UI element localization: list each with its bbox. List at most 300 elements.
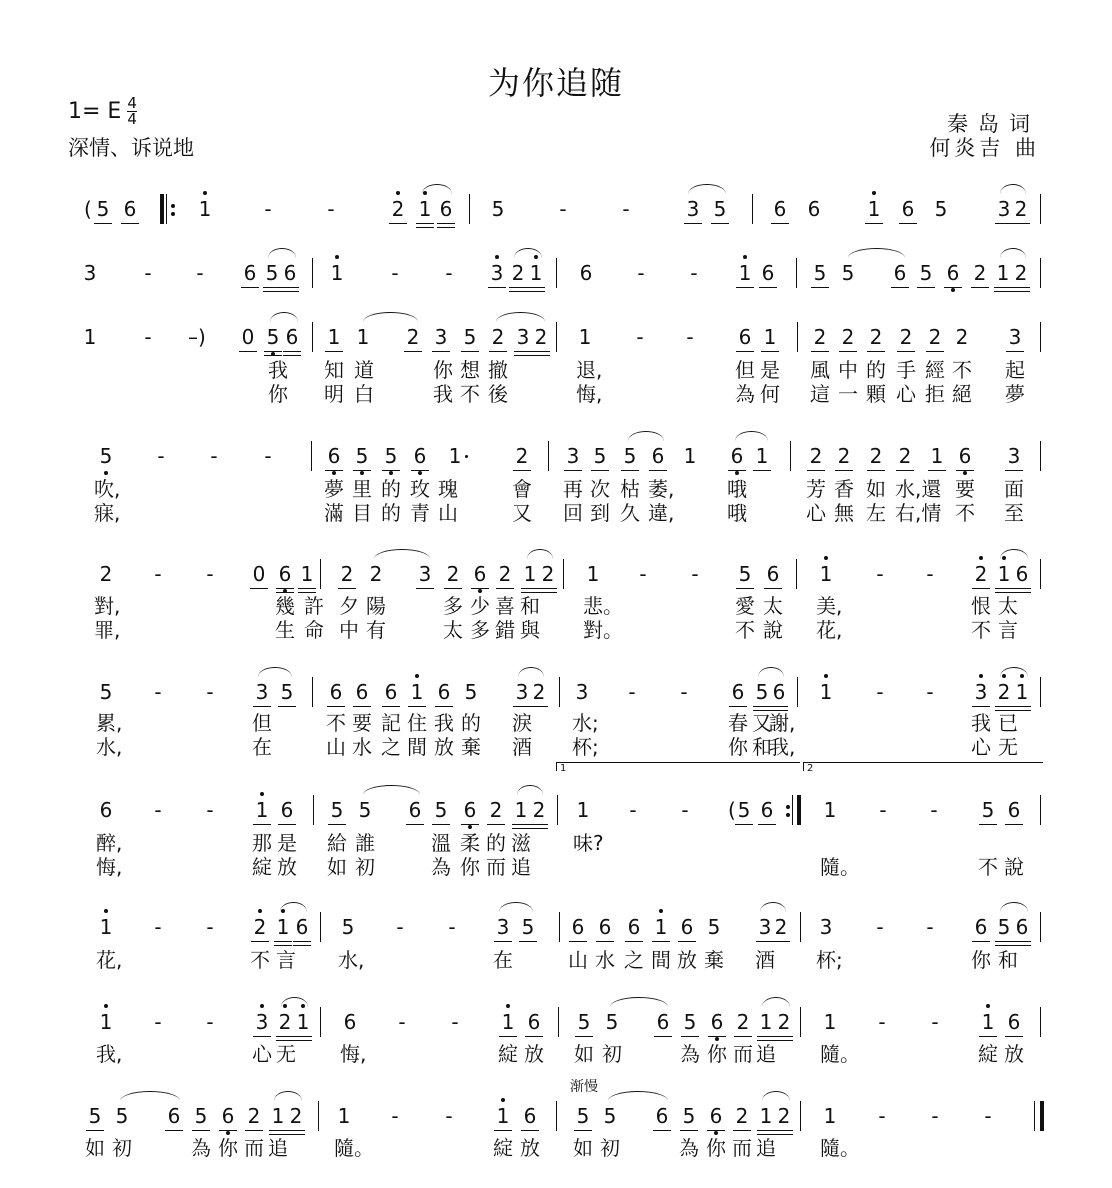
barline [1040, 559, 1041, 589]
tie-arc [422, 184, 452, 194]
underline-eighth [972, 706, 990, 707]
lyric-syllable: 顆 [866, 382, 886, 406]
note-digit: 1 [763, 325, 777, 349]
note-digit: 1 [930, 444, 944, 468]
tie-arc [1000, 667, 1028, 677]
barline [559, 912, 560, 942]
lyric-syllable: 溫 [431, 831, 451, 855]
lyric-syllable: 吹, [94, 477, 121, 501]
note-digit: 6 [946, 261, 960, 285]
note-digit: 6 [655, 1104, 669, 1128]
lyric-syllable: 罪, [94, 618, 121, 642]
note-digit: 5 [330, 798, 344, 822]
note-digit: 6 [761, 261, 775, 285]
underline-sixteenth [995, 945, 1013, 946]
lyric-syllable: 愛 [735, 594, 755, 618]
lyric-syllable: 之 [624, 948, 644, 972]
note-digit: 2 [837, 444, 851, 468]
underline-sixteenth [276, 592, 294, 593]
note-digit: 1 [755, 444, 769, 468]
tie-arc [374, 549, 430, 559]
lyric-syllable: 放 [677, 948, 697, 972]
lyric-syllable: 道 [354, 358, 374, 382]
barline [1040, 441, 1041, 471]
note-digit: - [391, 1104, 399, 1128]
tie-arc [120, 1091, 180, 1101]
note-digit: 1 [981, 1010, 995, 1034]
high-octave-dot [104, 909, 108, 913]
underline-eighth [956, 470, 974, 471]
lyric-syllable: 無 [834, 501, 854, 525]
key-text: 1= E [68, 99, 122, 124]
music-line [0, 261, 1112, 285]
note-digit: - [398, 1010, 406, 1034]
underline-eighth [338, 588, 356, 589]
underline-eighth [928, 470, 946, 471]
underline-eighth [897, 351, 915, 352]
underline-sixteenth [994, 291, 1012, 292]
note-digit: 6 [413, 444, 427, 468]
low-octave-dot [478, 589, 482, 593]
note-digit: - [391, 261, 399, 285]
underline-eighth [471, 588, 489, 589]
note-digit: 5 [755, 680, 769, 704]
music-symbol: –) [188, 325, 206, 349]
underline-sixteenth [539, 592, 557, 593]
high-octave-dot [506, 1004, 510, 1008]
underline-eighth [761, 351, 779, 352]
note-digit: 3 [1008, 325, 1022, 349]
underline-eighth [461, 351, 479, 352]
lyric-syllable: 放 [524, 1042, 544, 1066]
note-digit: 5 [603, 1104, 617, 1128]
note-digit: 1 [255, 798, 269, 822]
barline [797, 322, 798, 352]
note-digit: - [264, 197, 272, 221]
note-digit: 5 [355, 444, 369, 468]
note-digit: 5 [683, 1010, 697, 1034]
note-digit: - [984, 1104, 992, 1128]
note-digit: 6 [1007, 798, 1021, 822]
barline [796, 559, 797, 589]
underline-eighth [653, 1130, 671, 1131]
repeat-dot [786, 813, 790, 817]
note-digit: 2 [869, 325, 883, 349]
underline-eighth [971, 287, 989, 288]
music-line [0, 325, 1112, 349]
lyric-syllable: 之 [381, 735, 401, 759]
note-digit: 2 [340, 562, 354, 586]
lyric-syllable: 枯 [620, 477, 640, 501]
lyric-syllable: 拒 [925, 382, 945, 406]
note-digit: - [931, 1104, 939, 1128]
note-digit: - [206, 798, 214, 822]
note-digit: 1 [300, 562, 314, 586]
lyric-syllable: 綻 [498, 1042, 518, 1066]
note-digit: - [926, 562, 934, 586]
lyric-syllable: 隨。 [820, 1136, 860, 1160]
lyric-syllable: 而 [244, 1136, 264, 1160]
underline-eighth [1012, 287, 1030, 288]
lyric-syllable: 滿 [324, 501, 344, 525]
note-digit: 2 [532, 798, 546, 822]
note-digit: 0 [241, 325, 255, 349]
lyric-syllable: 初 [355, 855, 375, 879]
tie-arc [363, 312, 418, 322]
high-octave-dot [415, 674, 419, 678]
tie-arc [848, 248, 905, 258]
lyric-syllable: 我 [433, 382, 453, 406]
lyric-syllable: 住 [407, 711, 427, 735]
note-digit: 6 [343, 1010, 357, 1034]
tie-arc [758, 667, 784, 677]
lyric-syllable: 明 [324, 382, 344, 406]
underline-eighth [995, 941, 1013, 942]
note-digit: 3 [758, 915, 772, 939]
underline-eighth [408, 706, 426, 707]
underline-eighth [917, 287, 935, 288]
underline-eighth [94, 223, 112, 224]
underline-eighth [1005, 470, 1023, 471]
barline [548, 441, 549, 471]
note-digit: 1 [448, 444, 462, 468]
note-digit: - [691, 562, 699, 586]
high-octave-dot [501, 1098, 505, 1102]
lyric-line [0, 1136, 1112, 1160]
note-digit: 2 [869, 444, 883, 468]
note-digit: - [628, 680, 636, 704]
note-digit: - [196, 261, 204, 285]
lyric-syllable: 滋 [511, 831, 531, 855]
lyric-syllable: 陽 [366, 594, 386, 618]
note-digit: 6 [327, 444, 341, 468]
note-digit: 6 [893, 261, 907, 285]
note-digit: 6 [651, 444, 665, 468]
barline [320, 559, 321, 589]
lyric-syllable: 花, [816, 618, 843, 642]
lyric-syllable: 間 [651, 948, 671, 972]
low-octave-dot [389, 471, 393, 475]
note-digit: 2 [997, 680, 1011, 704]
note-digit: - [926, 915, 934, 939]
note-digit: - [264, 444, 272, 468]
underline-eighth [1013, 588, 1031, 589]
lyric-line [0, 594, 1112, 642]
lyric-syllable: 又 [752, 711, 772, 735]
lyric-syllable: 和 [998, 948, 1018, 972]
note-digit: 5 [738, 562, 752, 586]
lyric-syllable: 的 [381, 477, 401, 501]
note-digit: 1 [759, 1010, 773, 1034]
underline-eighth [1005, 1036, 1023, 1037]
lyric-syllable: 不 [955, 501, 975, 525]
augmentation-dot [465, 455, 468, 458]
underline-eighth [591, 470, 609, 471]
lyric-syllable: 不 [971, 618, 991, 642]
underline-eighth [245, 1130, 263, 1131]
lyric-syllable: 謝, [769, 711, 796, 735]
note-digit: 5 [576, 1104, 590, 1128]
note-digit: 5 [593, 444, 607, 468]
underline-eighth [283, 351, 301, 352]
note-digit: 3 [83, 261, 97, 285]
note-digit: - [154, 915, 162, 939]
underline-sixteenth [293, 945, 311, 946]
music-symbol: ( [84, 197, 92, 221]
lyric-syllable: 杯; [572, 735, 599, 759]
note-digit: 1 [996, 261, 1010, 285]
tie-arc [610, 997, 668, 1007]
tie-arc [274, 1091, 302, 1101]
underline-sixteenth [512, 828, 530, 829]
time-bottom: 4 [127, 110, 137, 128]
high-octave-dot [824, 556, 828, 560]
lyric-syllable: 悔, [576, 382, 603, 406]
barline [556, 258, 557, 288]
lyric-syllable: 不 [952, 358, 972, 382]
underline-eighth [416, 223, 434, 224]
lyric-syllable: 无 [276, 1042, 296, 1066]
barline [312, 322, 313, 352]
lyric-syllable: 會 [512, 477, 532, 501]
lyric-syllable: 我 [434, 711, 454, 735]
lyric-syllable: 棄 [704, 948, 724, 972]
underline-eighth [596, 941, 614, 942]
lyric-syllable: 何 [760, 382, 780, 406]
note-digit: 5 [737, 798, 751, 822]
underline-eighth [995, 223, 1013, 224]
note-digit: 1 [410, 680, 424, 704]
lyric-syllable: 違, [648, 501, 675, 525]
lyric-syllable: 悔, [96, 855, 123, 879]
note-digit: - [878, 1010, 886, 1034]
underline-eighth [759, 287, 777, 288]
tie-arc [527, 549, 553, 559]
note-digit: 6 [760, 798, 774, 822]
underline-eighth [736, 351, 754, 352]
underline-eighth [521, 1130, 539, 1131]
underline-eighth [276, 588, 294, 589]
note-digit: 5 [341, 915, 355, 939]
lyric-syllable: 知 [324, 358, 344, 382]
note-digit: - [681, 798, 689, 822]
lyric-syllable: 玫 [410, 477, 430, 501]
lyric-syllable: 在 [252, 735, 272, 759]
lyric-syllable: 的 [461, 711, 481, 735]
barline [1040, 1007, 1041, 1037]
lyric-syllable: 想 [460, 358, 480, 382]
note-digit: 2 [289, 1104, 303, 1128]
barline [311, 441, 312, 471]
note-digit: 3 [575, 680, 589, 704]
underline-eighth [499, 1036, 517, 1037]
lyric-syllable: 的 [866, 358, 886, 382]
underline-eighth [899, 223, 917, 224]
note-digit: 1 [683, 444, 697, 468]
note-digit: 2 [809, 444, 823, 468]
underline-eighth [771, 223, 789, 224]
underline-eighth [276, 1036, 294, 1037]
note-digit: - [690, 261, 698, 285]
barline [312, 258, 313, 288]
note-digit: 3 [997, 197, 1011, 221]
underline-eighth [736, 588, 754, 589]
low-octave-dot [418, 471, 422, 475]
note-digit: 3 [686, 197, 700, 221]
note-digit: 6 [167, 1104, 181, 1128]
lyric-syllable: 給 [327, 831, 347, 855]
tie-arc [499, 902, 533, 912]
note-digit: 6 [408, 798, 422, 822]
underline-eighth [896, 470, 914, 471]
underline-eighth [294, 1036, 312, 1037]
note-digit: - [876, 562, 884, 586]
note-digit: 6 [329, 680, 343, 704]
lyric-syllable: 你 [707, 1042, 727, 1066]
underline-sixteenth [775, 1040, 793, 1041]
lyric-syllable: 夢 [1005, 382, 1025, 406]
underline-sixteenth [416, 227, 434, 228]
lyric-syllable: 我, [96, 1042, 123, 1066]
repeat-dot [171, 212, 175, 216]
lyric-syllable: 中 [339, 618, 359, 642]
underline-sixteenth [521, 592, 539, 593]
underline-eighth [494, 1130, 512, 1131]
note-digit: 5 [464, 680, 478, 704]
lyric-syllable: 風 [810, 358, 830, 382]
note-digit: 5 [115, 1104, 129, 1128]
note-digit: 2 [974, 562, 988, 586]
note-digit: 6 [243, 261, 257, 285]
lyric-syllable: 放 [1004, 1042, 1024, 1066]
underline-eighth [432, 351, 450, 352]
underline-eighth [994, 287, 1012, 288]
composer-credit: 何炎吉 曲 [929, 136, 1040, 160]
tie-arc [762, 1091, 790, 1101]
note-digit: 1 [586, 562, 600, 586]
barline [318, 1101, 319, 1131]
lyric-syllable: 而 [732, 1136, 752, 1160]
lyric-syllable: 不 [250, 948, 270, 972]
underline-eighth [489, 351, 507, 352]
lyric-syllable: 放 [434, 735, 454, 759]
underline-eighth [513, 706, 531, 707]
note-digit: 2 [1014, 197, 1028, 221]
underline-sixteenth [775, 1134, 793, 1135]
note-digit: 3 [255, 1010, 269, 1034]
note-digit: 1 [83, 325, 97, 349]
lyric-syllable: 言 [998, 618, 1018, 642]
note-digit: 3 [819, 915, 833, 939]
time-top: 4 [127, 94, 137, 112]
lyric-syllable: 為 [431, 855, 451, 879]
note-digit: - [206, 1010, 214, 1034]
note-digit: 5 [99, 680, 113, 704]
note-digit: 5 [713, 197, 727, 221]
underline-sixteenth [287, 1134, 305, 1135]
underline-eighth [867, 351, 885, 352]
lyric-syllable: 你 [218, 1136, 238, 1160]
underline-eighth [432, 824, 450, 825]
lyric-syllable: 白 [354, 382, 374, 406]
underline-eighth [263, 287, 281, 288]
underline-eighth [530, 824, 548, 825]
underline-eighth [539, 588, 557, 589]
music-line [0, 1104, 1112, 1128]
lyric-syllable: 你 [706, 1136, 726, 1160]
underline-eighth [325, 470, 343, 471]
underline-eighth [527, 287, 545, 288]
music-line [0, 915, 1112, 939]
lyric-syllable: 但 [735, 358, 755, 382]
barline [800, 912, 801, 942]
lyric-syllable: 你 [728, 735, 748, 759]
note-digit: 1 [356, 325, 370, 349]
note-digit: - [154, 680, 162, 704]
note-digit: - [144, 261, 152, 285]
lyric-syllable: 久 [620, 501, 640, 525]
low-octave-dot [468, 825, 472, 829]
lyric-syllable: 追 [511, 855, 531, 879]
note-digit: - [931, 1010, 939, 1034]
note-digit: 6 [738, 325, 752, 349]
note-digit: 5 [280, 680, 294, 704]
lyric-syllable: 累, [96, 711, 123, 735]
low-octave-dot [715, 1037, 719, 1041]
underline-eighth [758, 824, 776, 825]
lyric-syllable: 已 [998, 711, 1018, 735]
high-octave-dot [260, 1004, 264, 1008]
lyric-syllable: 醉, [96, 831, 123, 855]
note-digit: 6 [278, 562, 292, 586]
underline-eighth [865, 223, 883, 224]
note-digit: 2 [515, 444, 529, 468]
lyric-syllable: 山 [326, 735, 346, 759]
lyric-syllable: 許 [304, 594, 324, 618]
tie-arc [514, 248, 542, 258]
lyric-syllable: 山 [568, 948, 588, 972]
barline [1040, 912, 1041, 942]
underline-eighth [274, 941, 292, 942]
note-digit: 5 [521, 915, 535, 939]
underline-eighth [487, 824, 505, 825]
note-digit: 1 [418, 197, 432, 221]
lyric-syllable: 目 [352, 501, 372, 525]
lyric-syllable: 在 [493, 948, 513, 972]
barline [792, 795, 793, 825]
note-digit: 6 [463, 798, 477, 822]
underline-eighth [241, 287, 259, 288]
tie-arc [762, 997, 790, 1007]
lyric-syllable: 心 [896, 382, 916, 406]
underline-eighth [513, 470, 531, 471]
high-octave-dot [335, 255, 339, 259]
lyric-line [0, 1042, 1112, 1066]
lyric-syllable: 水 [352, 735, 372, 759]
low-octave-dot [226, 1131, 230, 1135]
note-digit: - [926, 680, 934, 704]
music-line [0, 798, 1112, 822]
lyric-syllable: 喜 [495, 594, 515, 618]
underline-eighth [353, 470, 371, 471]
lyric-syllable: 太 [443, 618, 463, 642]
note-digit: 1 [529, 261, 543, 285]
note-digit: - [206, 562, 214, 586]
note-digit: - [327, 197, 335, 221]
underline-eighth [121, 223, 139, 224]
underline-eighth [680, 1130, 698, 1131]
underline-eighth [678, 941, 696, 942]
